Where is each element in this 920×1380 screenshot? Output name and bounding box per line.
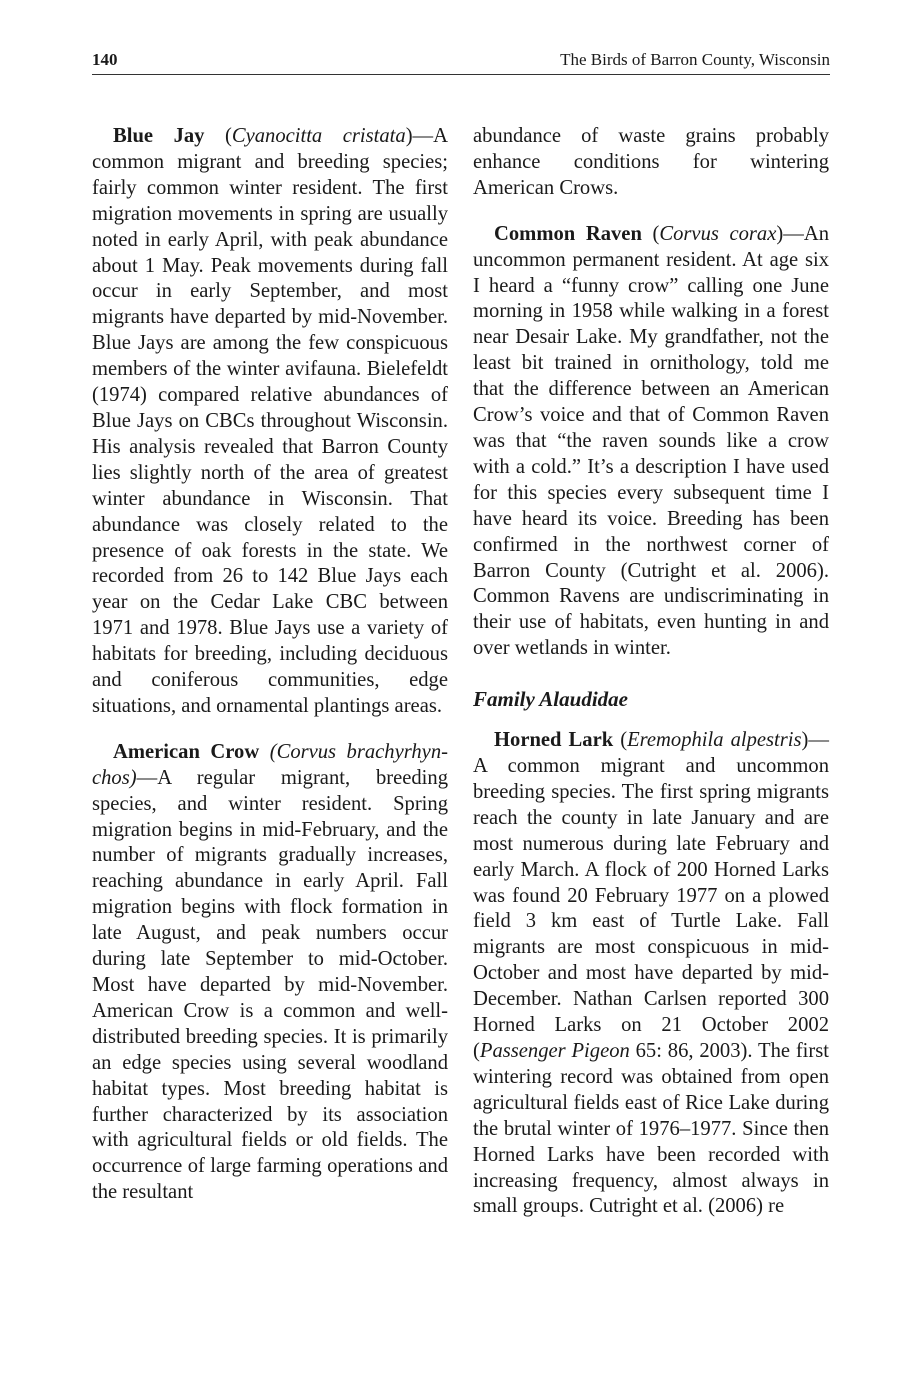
species-name: Horned Lark [494, 729, 614, 752]
scientific-name: Corvus corax [659, 222, 777, 245]
scientific-name: Cyanocitta cristata [231, 125, 406, 147]
account-text: —A common migrant and breeding species; fairly common winter resident. The first migration movements in spring are usually noted in early April, with peak abundance about 1 May. Peak movements during fall occur in early September, and most migrants have departed by mid-November. Blue Jays are among the few conspicuous members of the winter avifauna. Bielefeldt (1974) compared relative abundances of Blue Jays on CBCs throughout Wisconsin. His analysis revealed that Barron County lies slightly north of the area of greatest winter abundance in Wisconsin. That abundance was closely related to the presence of oak forests in the state. We recorded from 26 to 142 Blue Jays each year on the Cedar Lake CBC between 1971 and 1978. Blue Jays use a variety of habitats for breeding, including deciduous and coniferous communities, edge situations, and ornamental plantings areas. [92, 125, 449, 717]
species-account-american-crow [92, 740, 448, 1206]
left-column [92, 124, 448, 1206]
account-text: —A regular migrant, breeding species, and winter resident. Spring migration begins in mid-February, and the number of migrants gradually increases, reaching abundance in early April. Fall migration begins with flock formation in late August, and peak numbers occur during late September to mid-October. Most have departed by mid-November. American Crow is a common and well-distributed breeding species. It is primarily an edge species using several woodland habitat types. Most breeding habitat is further characterized by its association with agricultural fields or old fields. The occurrence of large farming operations and the resultant [92, 766, 448, 1204]
running-title: The Birds of Barron County, Wisconsin [560, 50, 830, 69]
scientific-name: Eremophila alpestris [627, 729, 802, 752]
species-account-common-raven: Common Raven (Corvus corax)—An uncommon permanent resident. At age six I heard a “funny crow” calling one June morning in 1958 while walking in a forest near Desair Lake. My grandfather, not the least bit trained in ornithology, told me that the difference between an American Crow’s voice and that of Common Raven was that “the raven sounds like a crow with a cold.” It’s a description I have used for this species every subsequent time I have heard its voice. Breeding has been confirmed in the northwest corner of Barron County (Cutright et al. 2006). Common Ravens are undiscriminating in their use of habitats, even hunting in and over wetlands in winter. [473, 222, 829, 660]
family-heading: Family Alaudidae [473, 687, 628, 712]
species-name: Common Raven [494, 222, 642, 245]
account-text: — A common migrant and uncommon breeding species. The first spring migrants reach the county in late January and are most numerous during late February and early March. A flock of 200 Horned Larks was found 20 February 1977 on a plowed field 3 km east of Turtle Lake. Fall migrants are most conspicuous in mid-October and most have departed by mid-December. Nathan Carlsen reported 300 Horned Larks on 21 October 2002 ( [473, 729, 829, 1062]
page-header [92, 46, 830, 75]
species-name: American Crow [113, 740, 260, 763]
species-account-blue-jay: Blue Jay (Cyanocitta cristata)—A common migrant and breeding species; fairly common winter resident. The first migration movements in spring are usually noted in early April, with peak abundance about 1 May. Peak movements during fall occur in early September, and most migrants have departed by mid-November. Blue Jays are among the few conspicuous members of the winter avifauna. Bielefeldt (1974) compared relative abundances of Blue Jays on CBCs throughout Wisconsin. His analysis revealed that Barron County lies slightly north of the area of greatest winter abundance in Wisconsin. That abundance was closely related to the presence of oak forests in the state. We recorded from 26 to 142 Blue Jays each year on the Cedar Lake CBC between 1971 and 1978. Blue Jays use a variety of habitats for breeding, including deciduous and coniferous communities, edge situations, and ornamental plantings areas. [92, 125, 449, 717]
journal-title: Passenger Pigeon [479, 1040, 630, 1062]
species-name: Blue Jay [113, 125, 205, 147]
species-account-horned-lark: Horned Lark (Eremophila alpestris)— A common migrant and uncommon breeding species. The first spring migrants reach the county in late January and are most numerous during late February and early March. A flock of 200 Horned Larks was found 20 February 1977 on a plowed field 3 km east of Turtle Lake. Fall migrants are most conspicuous in mid-October and most have departed by mid-December. Nathan Carlsen reported 300 Horned Larks on 21 October 2002 (Passenger Pigeon 65: 86, 2003). The first wintering record was obtained from open agricultural fields east of Rice Lake during the brutal winter of 1976–1977. Since then Horned Larks have been recorded with increasing frequency, almost always in small groups. Cutright et al. (2006) re [473, 729, 829, 1218]
account-text-continued: 65: 86, 2003). The first wintering record was obtained from open agricultural fields east of Rice Lake during the brutal winter of 1976–1977. Since then Horned Larks have been recorded with increasing frequency, almost always in small groups. Cutright et al. (2006) re [473, 1040, 829, 1218]
scientific-name: (Corvus brachyrhynchos) [92, 740, 448, 789]
page-number: 140 [92, 50, 118, 69]
american-crow-continued: abundance of waste grains probably enhance conditions for wintering American Crows. [473, 125, 829, 199]
account-text: —An uncommon permanent resident. At age six I heard a “funny crow” calling one June morning in 1958 while walking in a forest near Desair Lake. My grandfather, not the least bit trained in ornithology, told me that the difference between an American Crow’s voice and that of Common Raven was that “the raven sounds like a crow with a cold.” It’s a description I have used for this species every subsequent time I have heard its voice. Breeding has been confirmed in the northwest corner of Barron County (Cutright et al. 2006). Common Ravens are undiscriminating in their use of habitats, even hunting in and over wetlands in winter. [473, 222, 829, 660]
right-column [473, 124, 829, 1220]
